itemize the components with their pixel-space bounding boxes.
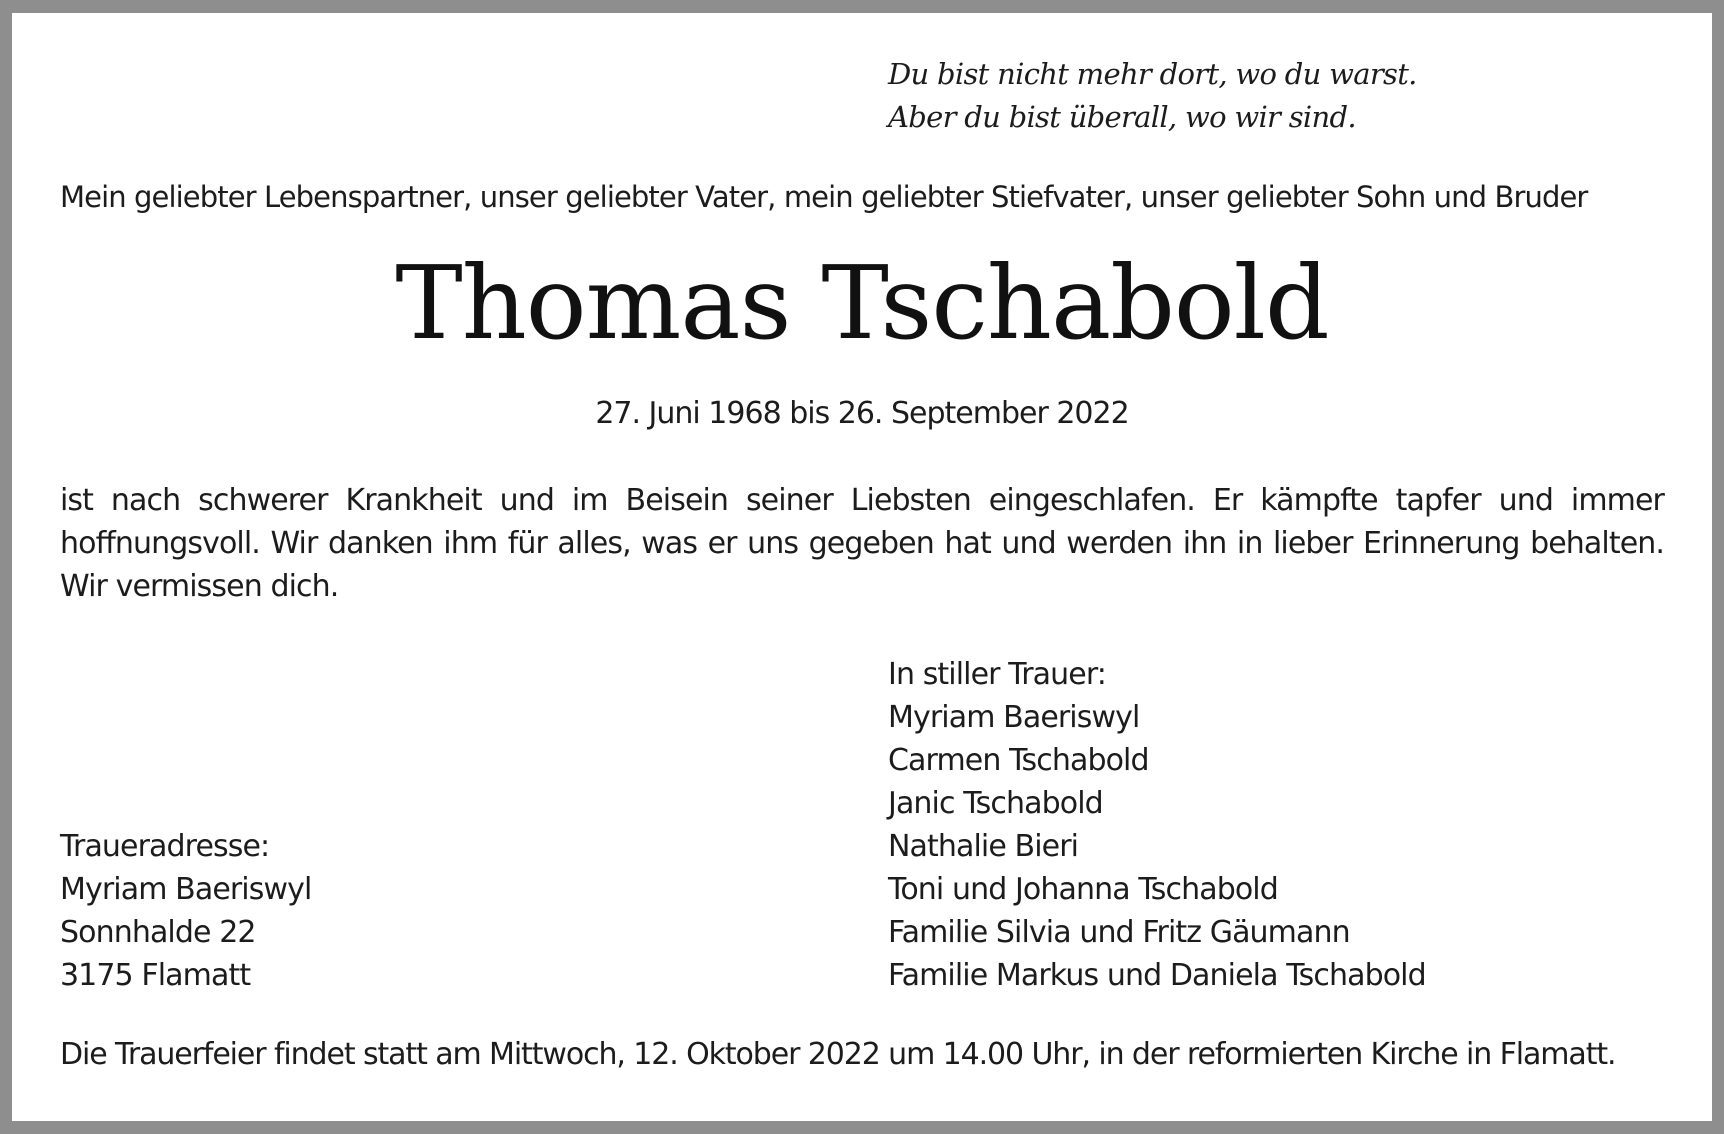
mourner-name: Janic Tschabold (888, 786, 1103, 821)
mourning-address (60, 825, 311, 997)
ceremony-info: Die Trauerfeier findet statt am Mittwoch, 12. Oktober 2022 um 14.00 Uhr, in der reformierten Kirche in Flamatt. (60, 1037, 1616, 1072)
mourners-heading: In stiller Trauer: (888, 657, 1106, 692)
mourner-name: Nathalie Bieri (888, 829, 1079, 864)
quote-line-1: Du bist nicht mehr dort, wo du warst. (888, 57, 1417, 91)
memorial-quote (888, 53, 1417, 139)
obituary-page (12, 13, 1712, 1121)
address-city: 3175 Flamatt (60, 958, 251, 993)
quote-line-2: Aber du bist überall, wo wir sind. (888, 100, 1356, 134)
deceased-name: Thomas Tschabold (395, 244, 1329, 362)
life-dates: 27. Juni 1968 bis 26. September 2022 (595, 396, 1129, 431)
obituary-text: ist nach schwerer Krankheit und im Beisein seiner Liebsten eingeschlafen. Er kämpfte tapfer und immer hoffnungsvoll. Wir danken ihm für alles, was er uns gegeben hat und werden ihn in lieber Erinnerung behalten. Wir vermissen dich. (60, 483, 1664, 604)
address-heading: Traueradresse: (60, 829, 270, 864)
mourner-name: Familie Silvia und Fritz Gäumann (888, 915, 1350, 950)
mourner-name: Carmen Tschabold (888, 743, 1149, 778)
mourner-name: Toni und Johanna Tschabold (888, 872, 1278, 907)
intro-line: Mein geliebter Lebenspartner, unser geliebter Vater, mein geliebter Stiefvater, unser geliebter Sohn und Bruder (60, 180, 1588, 214)
address-name: Myriam Baeriswyl (60, 872, 312, 907)
mourner-name: Familie Markus und Daniela Tschabold (888, 958, 1426, 993)
mourner-name: Myriam Baeriswyl (888, 700, 1140, 735)
mourners-list (888, 653, 1426, 997)
address-street: Sonnhalde 22 (60, 915, 256, 950)
